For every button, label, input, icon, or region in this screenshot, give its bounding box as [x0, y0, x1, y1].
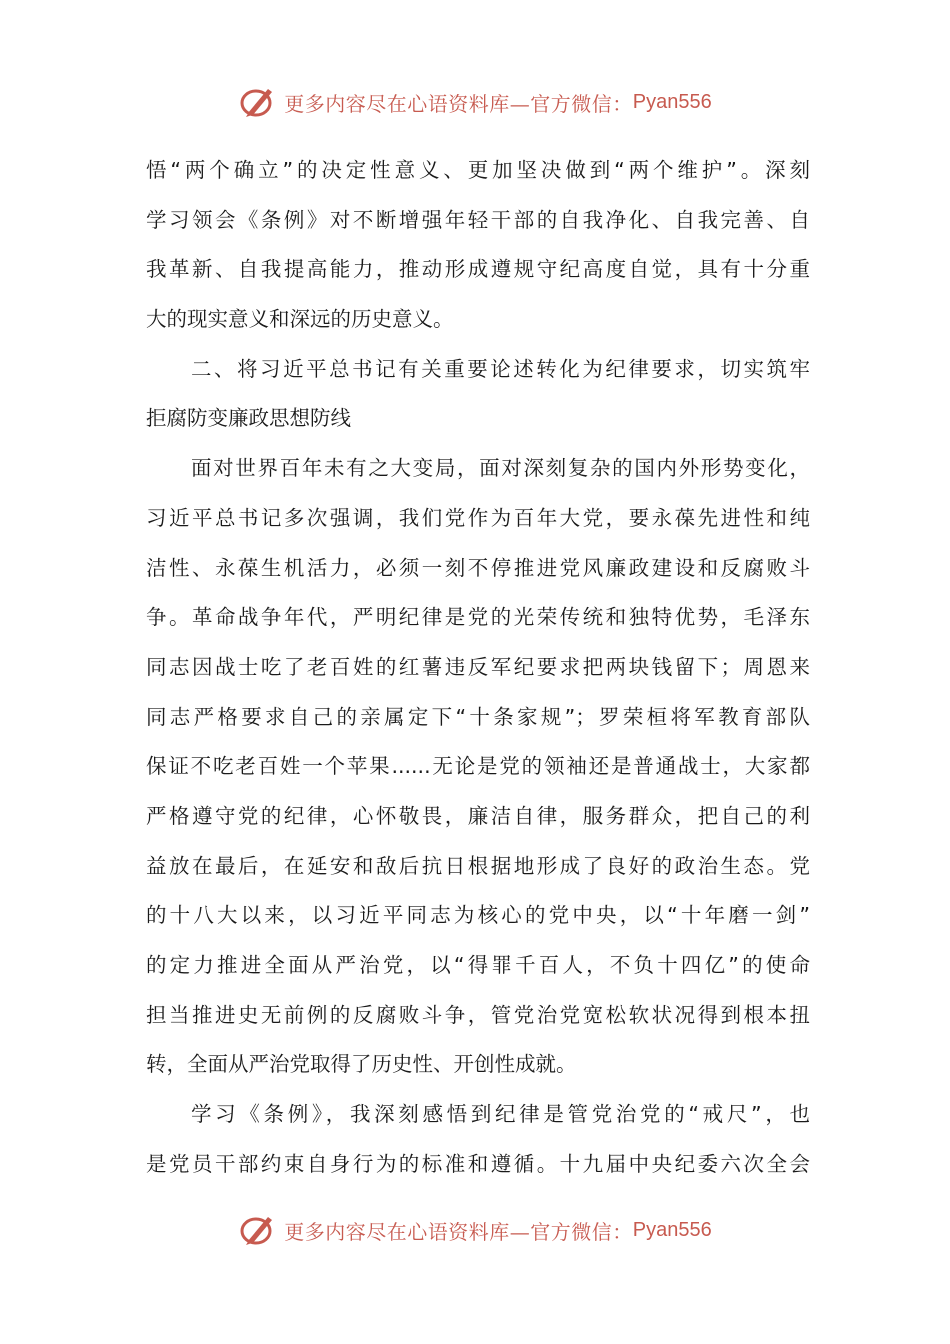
- text-line: 我革新、自我提高能力，推动形成遵规守纪高度自觉，具有十分重: [146, 257, 810, 282]
- watermark-text: 更多内容尽在心语资料库—官方微信：: [284, 91, 633, 116]
- text-line: 是党员干部约束自身行为的标准和遵循。十九届中央纪委六次全会: [146, 1151, 810, 1176]
- text-line: 严格遵守党的纪律，心怀敬畏，廉洁自律，服务群众，把自己的利: [146, 803, 810, 828]
- document-body: [146, 146, 810, 1189]
- text-line: 大的现实意义和深远的历史意义。: [146, 307, 454, 332]
- text-line: 学习《条例》，我深刻感悟到纪律是管党治党的“戒尺”，也: [191, 1102, 810, 1127]
- text-line: 的十八大以来，以习近平同志为核心的党中央，以“十年磨一剑”: [146, 903, 810, 928]
- section-heading-line: 二、将习近平总书记有关重要论述转化为纪律要求，切实筑牢: [191, 356, 810, 381]
- text-line: 同志严格要求自己的亲属定下“十条家规”；罗荣桓将军教育部队: [146, 704, 810, 729]
- text-line: 悟“两个确立”的决定性意义、更加坚决做到“两个维护”。深刻: [146, 158, 810, 182]
- text-line: 转，全面从严治党取得了历史性、开创性成就。: [146, 1052, 577, 1077]
- text-line: 保证不吃老百姓一个苹果......无论是党的领袖还是普通战士，大家都: [146, 754, 810, 779]
- watermark-text: 更多内容尽在心语资料库—官方微信：: [284, 1219, 633, 1244]
- pen-logo-icon: [238, 83, 278, 121]
- text-line: 面对世界百年未有之大变局，面对深刻复杂的国内外形势变化，: [191, 456, 810, 481]
- text-line: 习近平总书记多次强调，我们党作为百年大党，要永葆先进性和纯: [146, 505, 810, 530]
- text-line: 担当推进史无前例的反腐败斗争，管党治党宽松软状况得到根本扭: [146, 1002, 810, 1027]
- header-watermark: [0, 82, 950, 122]
- text-line: 的定力推进全面从严治党，以“得罪千百人，不负十四亿”的使命: [146, 953, 810, 977]
- text-line: 洁性、永葆生机活力，必须一刻不停推进党风廉政建设和反腐败斗: [146, 555, 810, 580]
- text-line: 益放在最后，在延安和敌后抗日根据地形成了良好的政治生态。党: [146, 853, 810, 878]
- text-line: 学习领会《条例》对不断增强年轻干部的自我净化、自我完善、自: [146, 207, 810, 232]
- watermark-wechat-id: Pyan556: [632, 90, 712, 113]
- text-line: 同志因战士吃了老百姓的红薯违反军纪要求把两块钱留下；周恩来: [146, 654, 810, 679]
- text-line: 争。革命战争年代，严明纪律是党的光荣传统和独特优势，毛泽东: [146, 605, 810, 630]
- section-heading-line: 拒腐防变廉政思想防线: [146, 406, 351, 431]
- footer-watermark: [0, 1210, 950, 1250]
- pen-logo-icon: [238, 1211, 278, 1249]
- watermark-wechat-id: Pyan556: [632, 1218, 712, 1241]
